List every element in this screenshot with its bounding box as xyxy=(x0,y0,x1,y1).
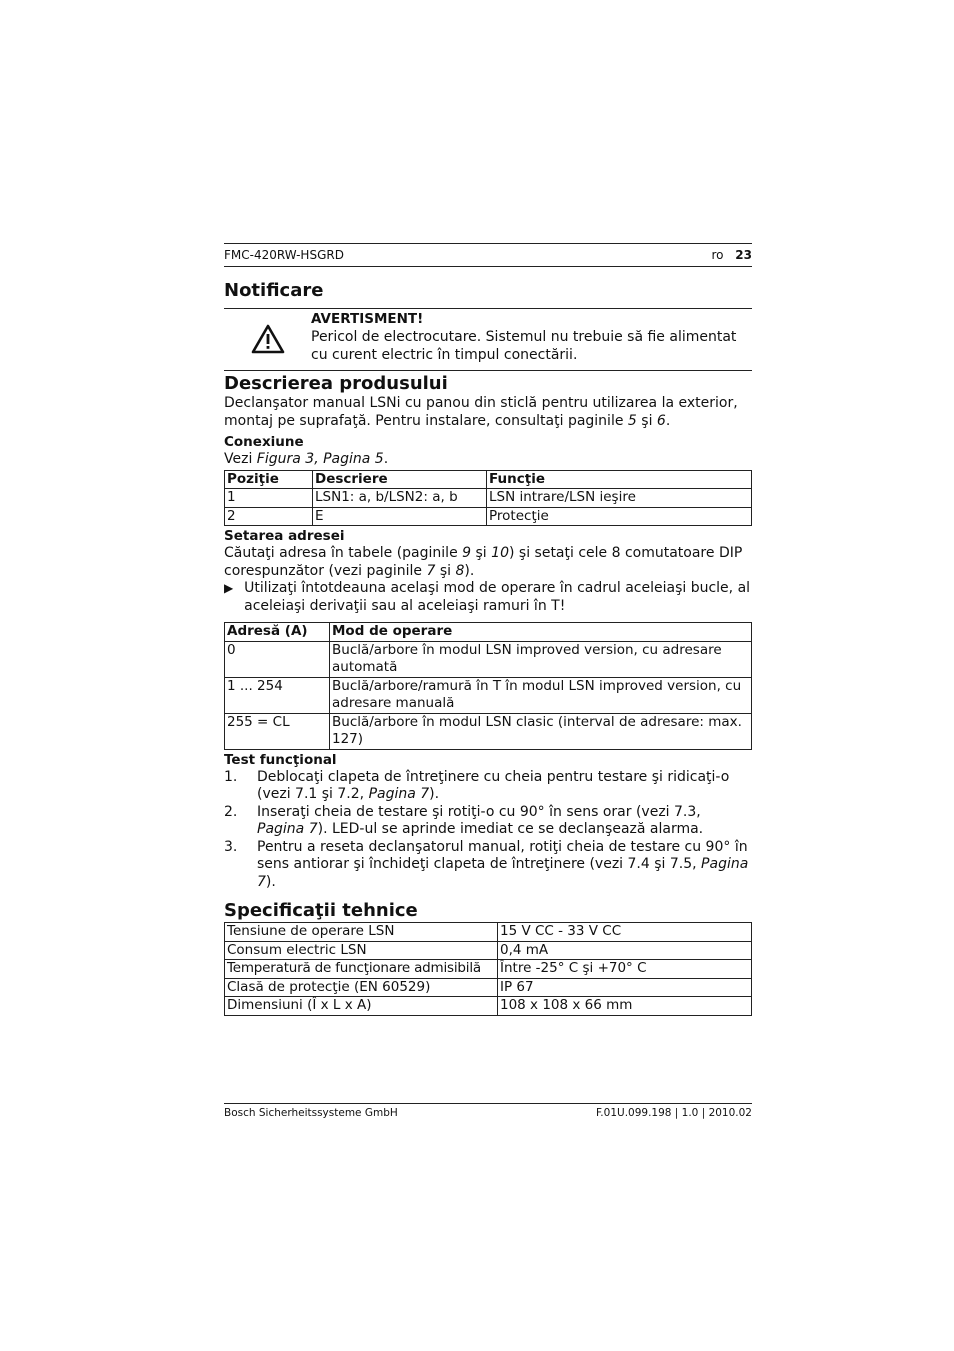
table-cell: Dimensiuni (Î x L x A) xyxy=(225,997,498,1016)
table-cell: IP 67 xyxy=(498,978,752,997)
table-header-row xyxy=(225,623,752,642)
table-cell: Protecţie xyxy=(487,507,752,526)
table-cell: 108 x 108 x 66 mm xyxy=(498,997,752,1016)
table-cell: 2 xyxy=(225,507,313,526)
table-cell: Consum electric LSN xyxy=(225,941,498,960)
document-code: FMC-420RW-HSGRD xyxy=(224,248,344,262)
warning-notice xyxy=(224,308,752,371)
table-row xyxy=(225,507,752,526)
specs-table xyxy=(224,922,752,1016)
table-cell: 0,4 mA xyxy=(498,941,752,960)
warning-triangle-icon xyxy=(251,324,285,354)
specs-heading: Specificaţii tehnice xyxy=(224,900,418,921)
table-cell: Temperatură de funcţionare admisibilă xyxy=(225,960,498,979)
warning-text: Pericol de electrocutare. Sistemul nu trebuie să fie alimentat cu curent electric în timpul conectării. xyxy=(311,329,737,363)
triangle-bullet-icon: ▶ xyxy=(224,581,234,595)
footer-doc-info: F.01U.099.198 | 1.0 | 2010.02 xyxy=(595,1107,752,1119)
table-header-cell: Descriere xyxy=(313,470,487,489)
table-header-cell: Poziţie xyxy=(225,470,313,489)
table-cell: 255 = CL xyxy=(225,713,330,749)
test-subheading: Test funcţional xyxy=(224,751,337,768)
table-cell: Buclă/arbore/ramură în T în modul LSN improved version, cu adresare manuală xyxy=(330,677,752,713)
list-item: 1. Deblocaţi clapeta de întreţinere cu cheia pentru testare şi ridicaţi-o (vezi 7.1 şi 7.2, Pagina 7). xyxy=(224,768,730,802)
list-item: 3. Pentru a reseta declanşatorul manual, rotiţi cheia de testare cu 90° în sens antiorar şi închideţi clapeta de întreţinere (vezi 7.4 şi 7.5, Pagina 7). xyxy=(224,838,749,890)
connection-reference: Vezi Figura 3, Pagina 5. xyxy=(224,451,389,467)
table-cell: Clasă de protecţie (EN 60529) xyxy=(225,978,498,997)
warning-title: AVERTISMENT! xyxy=(311,311,424,327)
table-cell: 1 ... 254 xyxy=(225,677,330,713)
connection-table xyxy=(224,470,752,527)
table-cell: Tensiune de operare LSN xyxy=(225,923,498,942)
table-row xyxy=(225,997,752,1016)
table-cell: Între -25° C şi +70° C xyxy=(498,960,752,979)
table-header-row xyxy=(225,470,752,489)
table-cell: 0 xyxy=(225,641,330,677)
table-row xyxy=(225,641,752,677)
table-row xyxy=(225,923,752,942)
list-item: 2. Inseraţi cheia de testare şi rotiţi-o cu 90° în sens orar (vezi 7.3, Pagina 7). LED-ul se aprinde imediat ce se declanşează alarma. xyxy=(224,803,704,837)
table-row xyxy=(225,941,752,960)
operation-mode-note: ▶ Utilizaţi întotdeauna acelaşi mod de operare în cadrul aceleiaşi bucle, al aceleiaşi derivaţii sau al aceleiaşi ramuri în T! xyxy=(224,580,751,614)
table-cell: Buclă/arbore în modul LSN clasic (interval de adresare: max. 127) xyxy=(330,713,752,749)
address-instructions: Căutaţi adresa în tabele (paginile 9 şi 10) şi setaţi cele 8 comutatoare DIP corespunzător (vezi paginile 7 şi 8). xyxy=(224,545,743,579)
table-header-cell: Funcţie xyxy=(487,470,752,489)
table-cell: 15 V CC - 33 V CC xyxy=(498,923,752,942)
table-cell: LSN intrare/LSN ieşire xyxy=(487,489,752,508)
language-code: ro xyxy=(711,248,724,262)
page-footer xyxy=(224,1103,752,1119)
table-cell: 1 xyxy=(225,489,313,508)
connection-subheading: Conexiune xyxy=(224,434,304,450)
table-cell: Buclă/arbore în modul LSN improved version, cu adresare automată xyxy=(330,641,752,677)
table-cell: LSN1: a, b/LSN2: a, b xyxy=(313,489,487,508)
notice-heading: Notificare xyxy=(224,280,324,301)
table-header-cell: Adresă (A) xyxy=(225,623,330,642)
table-header-cell: Mod de operare xyxy=(330,623,752,642)
table-row xyxy=(225,489,752,508)
address-table xyxy=(224,622,752,750)
table-row xyxy=(225,960,752,979)
table-row xyxy=(225,677,752,713)
address-subheading: Setarea adresei xyxy=(224,528,345,544)
test-steps-list xyxy=(224,769,752,892)
table-row xyxy=(225,713,752,749)
page-header xyxy=(224,243,752,267)
table-cell: E xyxy=(313,507,487,526)
description-intro: Declanşator manual LSNi cu panou din sticlă pentru utilizarea la exterior, montaj pe suprafaţă. Pentru instalare, consultaţi paginile 5 şi 6. xyxy=(224,395,738,429)
page-number: 23 xyxy=(735,248,752,262)
document-page xyxy=(224,243,752,1016)
description-heading: Descrierea produsului xyxy=(224,373,448,394)
table-row xyxy=(225,978,752,997)
footer-company: Bosch Sicherheitssysteme GmbH xyxy=(224,1107,398,1119)
